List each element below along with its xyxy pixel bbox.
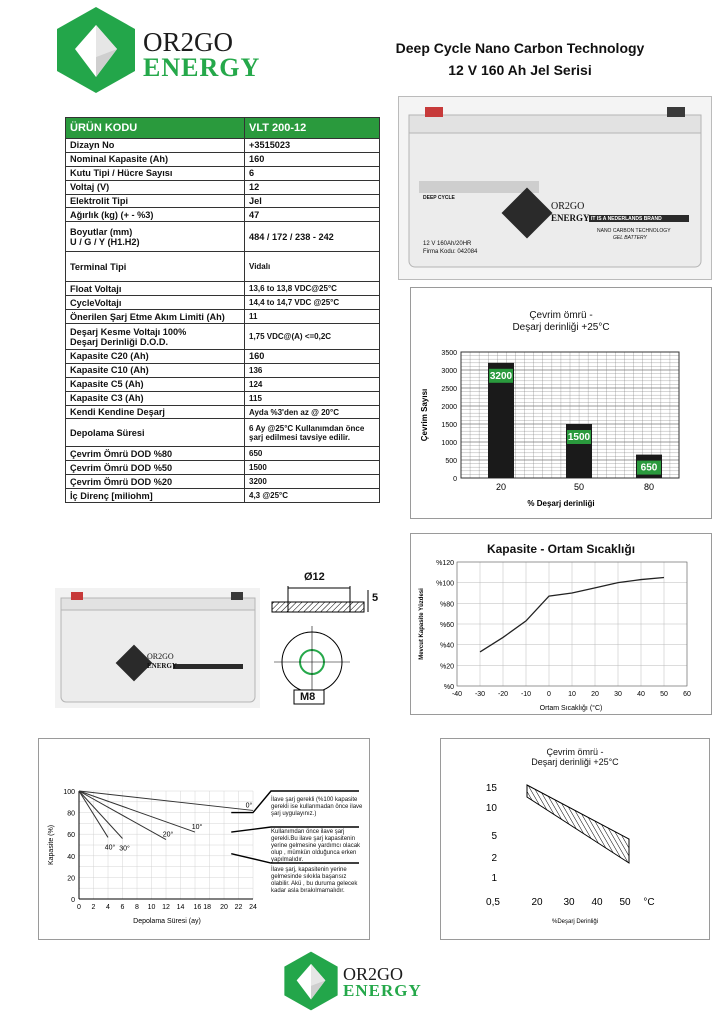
y-tick-label: %100 (436, 580, 454, 588)
y-axis-label: Çevrim Sayısı (420, 388, 429, 442)
spec-value: 11 (245, 310, 380, 324)
capacity-temperature-chart (410, 533, 712, 715)
page-title: Deep Cycle Nano Carbon Technology (395, 40, 645, 56)
spec-value: 115 (245, 391, 380, 405)
spec-value: Ayda %3'den az @ 20°C (245, 405, 380, 419)
bar-chart-title: Çevrim ömrü - Deşarj derinliği +25°C (512, 310, 610, 333)
logo-hexagon-icon (55, 5, 137, 95)
x-tick-label: 24 (249, 904, 257, 911)
y-tick-label: 3500 (441, 350, 457, 357)
line-chart-svg (411, 534, 711, 714)
cycle-life-band-chart (440, 738, 710, 940)
spec-key: Çevrim Ömrü DOD %80 (66, 447, 245, 461)
y-tick-label: 80 (67, 810, 75, 818)
x-tick-label: 20 (531, 897, 543, 908)
spec-value: Vidalı (245, 252, 380, 282)
x-tick-label: 0 (547, 691, 551, 698)
brand-name-bottom-2: ENERGY (343, 981, 422, 1000)
brand-name-line2: ENERGY (143, 53, 261, 82)
spec-row (66, 350, 380, 364)
spec-row (66, 489, 380, 503)
spec-value: 124 (245, 377, 380, 391)
spec-value: 1,75 VDC@(A) <=0,2C (245, 324, 380, 350)
y-axis-label: Kapasite (%) (48, 824, 55, 866)
series-label: 0° (245, 802, 253, 810)
spec-row (66, 363, 380, 377)
spec-key: Terminal Tipi (66, 252, 245, 282)
y-tick-label: 1000 (441, 440, 457, 447)
battery-gel: GEL BATTERY (613, 235, 647, 241)
zone-note-3: İlave şarj, kapasitenin yerine gelmesinde sıkıkla başarısız olabilir. Akü , bu duruma gelecek kadar asla bırakılmamalıdır. (271, 867, 358, 894)
x-tick-label: 22 (234, 904, 243, 911)
spec-row (66, 310, 380, 324)
y-tick-label: 3000 (441, 368, 457, 375)
y-tick-label: 20 (67, 875, 75, 883)
spec-key: Voltaj (V) (66, 180, 245, 194)
spec-row (66, 180, 380, 194)
spec-row (66, 377, 380, 391)
y-tick-label: %120 (436, 560, 454, 567)
spec-key: Kapasite C5 (Ah) (66, 377, 245, 391)
y-tick-label: 100 (63, 789, 75, 796)
spec-table (65, 117, 380, 503)
spec-value: 6 Ay @25°C Kullanımdan önce şarj edilmesi tavsiye edilir. (245, 419, 380, 447)
band-chart-title: Çevrim ömrü - Deşarj derinliği +25°C (531, 747, 619, 767)
battery-rating: 12 V 160Ah/20HR (423, 241, 472, 247)
bar-chart-svg (411, 288, 711, 518)
x-axis-label: %Deşarj Derinliği (551, 919, 599, 925)
x-tick-label: 40 (591, 897, 603, 908)
series-label: 30° (119, 845, 130, 853)
x-tick-label: 0,5 (486, 897, 500, 908)
x-tick-label: 50 (660, 691, 668, 698)
spec-value: 6 (245, 166, 380, 180)
y-tick-label: %20 (439, 663, 454, 671)
spec-row (66, 152, 380, 166)
spec-key: Boyutlar (mm) U / G / Y (H1.H2) (66, 222, 245, 252)
spec-row (66, 252, 380, 282)
y-tick-label: 2 (491, 853, 497, 864)
x-tick-label: 40 (637, 691, 645, 698)
battery-illustration-small (55, 588, 260, 708)
x-tick-label: 6 (120, 904, 125, 911)
spec-row (66, 282, 380, 296)
spec-header-cell: ÜRÜN KODU (66, 118, 245, 139)
y-tick-label: 2500 (441, 386, 457, 393)
y-tick-label: 1500 (441, 422, 457, 429)
y-tick-label: 1 (491, 873, 497, 884)
y-axis-label: Mevcut Kapasite Yüzdesi (419, 588, 425, 660)
zone-note-1: İlave şarj gerekli (%100 kapasite gerekli ise kullanmadan önce ilave şarj uygulayınız.) (271, 797, 363, 817)
x-tick-label: 30 (614, 691, 622, 698)
band-chart-svg (441, 739, 709, 939)
spec-key: Kendi Kendine Deşarj (66, 405, 245, 419)
spec-key: Dizayn No (66, 139, 245, 153)
y-tick-label: 0 (453, 476, 457, 483)
x-tick-label: 10 (568, 691, 576, 698)
spec-value: 4,3 @25°C (245, 489, 380, 503)
x-tick-label: 20 (220, 904, 228, 911)
spec-key: Kapasite C10 (Ah) (66, 363, 245, 377)
x-tick-label: 20 (495, 482, 507, 492)
battery-small-brand: OR2GO (147, 652, 174, 661)
spec-key: Çevrim Ömrü DOD %50 (66, 461, 245, 475)
y-tick-label: %40 (439, 642, 454, 650)
x-tick-label: 2 (91, 904, 96, 911)
battery-photo (398, 96, 712, 280)
spec-row (66, 391, 380, 405)
series-line (79, 791, 123, 839)
spec-value: 136 (245, 363, 380, 377)
x-tick-label: 8 (135, 904, 139, 911)
series-label: 10° (191, 824, 203, 832)
y-tick-label: %0 (443, 684, 454, 691)
spec-row (66, 166, 380, 180)
logo-hexagon-icon-bottom (283, 950, 339, 1012)
y-tick-label: %60 (439, 622, 454, 629)
spec-row (66, 475, 380, 489)
y-tick-label: 5 (491, 831, 497, 842)
spec-header-cell: VLT 200-12 (245, 118, 380, 139)
x-tick-label: -40 (451, 691, 463, 698)
spec-row (66, 222, 380, 252)
bar-value-label: 650 (640, 462, 658, 474)
spec-row (66, 324, 380, 350)
y-tick-label: 60 (67, 832, 75, 840)
spec-value: +3515023 (245, 139, 380, 153)
x-tick-label: 30 (563, 897, 575, 908)
x-axis-label: Depolama Süresi (ay) (133, 918, 201, 925)
spec-value: 12 (245, 180, 380, 194)
battery-code: Firma Kodu: 042084 (423, 249, 478, 255)
x-tick-label: 10 (147, 904, 156, 911)
brand-logo-bottom (283, 950, 433, 1015)
y-tick-label: 40 (67, 853, 75, 861)
battery-small-brand-2: ENERGY (147, 662, 177, 670)
spec-row (66, 447, 380, 461)
battery-deep-cycle: DEEP CYCLE (423, 195, 455, 201)
terminal-diameter-label: Ø12 (304, 571, 325, 583)
spec-header-row (66, 118, 380, 139)
spec-row (66, 208, 380, 222)
x-tick-label: -30 (474, 691, 486, 698)
x-tick-label: 50 (573, 482, 585, 492)
x-tick-label: °C (643, 897, 655, 908)
y-tick-label: %80 (439, 601, 454, 609)
y-tick-label: 15 (485, 783, 497, 794)
terminal-drawing-svg (268, 568, 388, 710)
storage-capacity-chart (38, 738, 370, 940)
series-label: 40° (104, 844, 116, 852)
spec-row (66, 461, 380, 475)
terminal-thread-label: M8 (300, 691, 316, 703)
page-subtitle: 12 V 160 Ah Jel Serisi (448, 62, 592, 78)
cycle-life-bar-chart (410, 287, 712, 519)
spec-row (66, 405, 380, 419)
spec-value: Jel (245, 194, 380, 208)
spec-row (66, 296, 380, 310)
x-tick-label: 60 (683, 691, 691, 698)
y-tick-label: 0 (71, 897, 75, 904)
battery-brand-strip: IT IS A NEDERLANDS BRAND (591, 216, 662, 222)
spec-value: 160 (245, 350, 380, 364)
terminal-depth-label: 5 (372, 592, 379, 604)
x-axis-label: Ortam Sıcaklığı (°C) (539, 705, 603, 712)
spec-key: İç Direnç [miliohm] (66, 489, 245, 503)
terminal-drawing (268, 568, 388, 710)
spec-row (66, 139, 380, 153)
x-tick-label: 12 (162, 904, 170, 911)
spec-value: 160 (245, 152, 380, 166)
brand-name-line1: OR2GO (143, 27, 234, 57)
battery-photo-small (55, 588, 260, 708)
spec-value: 3200 (245, 475, 380, 489)
battery-nano: NANO CARBON TECHNOLOGY (597, 228, 671, 234)
spec-value: 14,4 to 14,7 VDC @25°C (245, 296, 380, 310)
x-axis-label: % Deşarj derinliği (527, 499, 595, 508)
spec-value: 13,6 to 13,8 VDC@25°C (245, 282, 380, 296)
brand-name-bottom-1: OR2GO (343, 964, 404, 984)
y-tick-label: 2000 (441, 404, 457, 411)
spec-value: 1500 (245, 461, 380, 475)
x-tick-label: 20 (591, 691, 599, 698)
x-tick-label: -20 (497, 691, 509, 698)
x-tick-label: 4 (106, 904, 110, 911)
x-tick-label: 0 (77, 904, 81, 911)
spec-key: CycleVoltajı (66, 296, 245, 310)
y-tick-label: 10 (485, 803, 497, 814)
spec-key: Kapasite C20 (Ah) (66, 350, 245, 364)
spec-key: Elektrolit Tipi (66, 194, 245, 208)
zone-note-2: Kullanımdan önce ilave şarj gerekli.Bu ilave şarj kapasitenin yerine gelmesine yardımcı olacak olup , mümkün olduğunca erken yapılmalıdır. (271, 829, 361, 863)
y-tick-label: 500 (445, 458, 457, 465)
spec-value: 484 / 172 / 238 - 242 (245, 222, 380, 252)
spec-key: Float Voltajı (66, 282, 245, 296)
x-tick-label: -10 (520, 691, 532, 698)
spec-key: Depolama Süresi (66, 419, 245, 447)
spec-key: Kapasite C3 (Ah) (66, 391, 245, 405)
x-tick-label: 14 (176, 904, 185, 911)
spec-value: 47 (245, 208, 380, 222)
spec-row (66, 419, 380, 447)
battery-brand-text-2: ENERGY (551, 213, 590, 223)
x-tick-label: 50 (619, 897, 631, 908)
spec-row (66, 194, 380, 208)
spec-key: Deşarj Kesme Voltajı 100% Deşarj Derinliği D.O.D. (66, 324, 245, 350)
cycle-life-band (527, 785, 629, 863)
x-tick-label: 16 18 (193, 904, 212, 911)
x-tick-label: 80 (643, 482, 655, 492)
line-chart-title: Kapasite - Ortam Sıcaklığı (486, 542, 636, 556)
series-label: 20° (162, 831, 174, 839)
battery-brand-text: OR2GO (551, 201, 585, 212)
bar-value-label: 1500 (567, 432, 591, 443)
spec-key: Nominal Kapasite (Ah) (66, 152, 245, 166)
spec-value: 650 (245, 447, 380, 461)
bar-value-label: 3200 (489, 370, 513, 382)
brand-logo (55, 5, 275, 95)
spec-key: Ağırlık (kg) (+ - %3) (66, 208, 245, 222)
spec-key: Kutu Tipi / Hücre Sayısı (66, 166, 245, 180)
spec-key: Çevrim Ömrü DOD %20 (66, 475, 245, 489)
spec-key: Önerilen Şarj Etme Akım Limiti (Ah) (66, 310, 245, 324)
